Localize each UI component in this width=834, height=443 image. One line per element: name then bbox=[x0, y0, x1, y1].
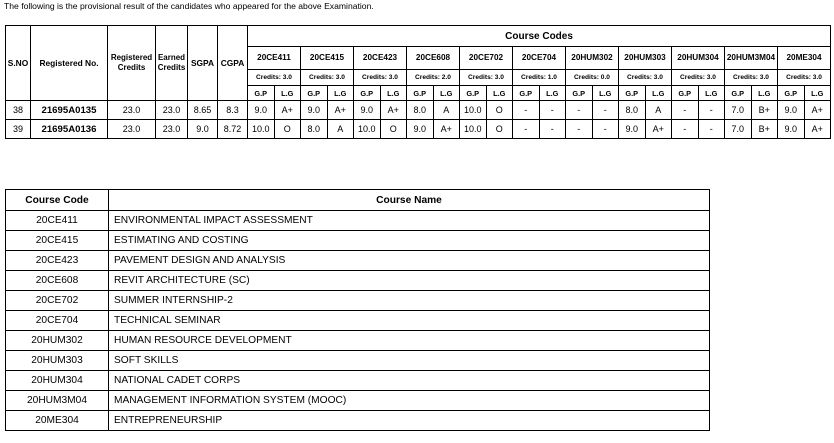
course-code-cell: 20HUM302 bbox=[6, 331, 109, 351]
course-code-header: 20CE411 bbox=[248, 47, 301, 70]
course-code-header: 20CE415 bbox=[301, 47, 354, 70]
letter-grade-header: L.G bbox=[592, 86, 619, 101]
course-row bbox=[6, 351, 710, 371]
grade-point-cell: - bbox=[672, 120, 699, 139]
grade-point-header: G.P bbox=[460, 86, 487, 101]
course-row bbox=[6, 291, 710, 311]
course-row bbox=[6, 411, 710, 431]
letter-grade-cell: O bbox=[274, 120, 301, 139]
course-name-cell: NATIONAL CADET CORPS bbox=[109, 371, 710, 391]
grade-point-cell: 9.0 bbox=[407, 120, 434, 139]
course-credits-label: Credits: 1.0 bbox=[513, 70, 566, 86]
letter-grade-cell: A bbox=[645, 101, 672, 120]
course-code-header: 20HUM304 bbox=[672, 47, 725, 70]
grade-point-header: G.P bbox=[354, 86, 381, 101]
sno-cell: 38 bbox=[6, 101, 31, 120]
grade-point-cell: 9.0 bbox=[778, 101, 805, 120]
letter-grade-cell: B+ bbox=[751, 101, 778, 120]
course-code-cell: 20CE702 bbox=[6, 291, 109, 311]
letter-grade-cell: A+ bbox=[804, 101, 831, 120]
grade-point-header: G.P bbox=[778, 86, 805, 101]
course-row bbox=[6, 311, 710, 331]
course-credits-label: Credits: 3.0 bbox=[778, 70, 831, 86]
intro-text: The following is the provisional result of the candidates who appeared for the above Examination. bbox=[4, 1, 374, 11]
course-credits-label: Credits: 3.0 bbox=[248, 70, 301, 86]
letter-grade-header: L.G bbox=[433, 86, 460, 101]
grade-point-cell: 8.0 bbox=[407, 101, 434, 120]
course-name-cell: ENTREPRENEURSHIP bbox=[109, 411, 710, 431]
grade-point-header: G.P bbox=[301, 86, 328, 101]
letter-grade-header: L.G bbox=[380, 86, 407, 101]
letter-grade-header: L.G bbox=[804, 86, 831, 101]
grade-point-cell: 9.0 bbox=[354, 101, 381, 120]
course-code-cell: 20CE423 bbox=[6, 251, 109, 271]
course-code-cell: 20HUM304 bbox=[6, 371, 109, 391]
result-row bbox=[6, 120, 831, 139]
sgpa-cell: 9.0 bbox=[188, 120, 218, 139]
course-code-cell: 20HUM3M04 bbox=[6, 391, 109, 411]
grade-point-cell: 9.0 bbox=[301, 101, 328, 120]
letter-grade-cell: - bbox=[592, 120, 619, 139]
result-table bbox=[5, 25, 831, 139]
grade-point-header: G.P bbox=[407, 86, 434, 101]
grade-point-cell: - bbox=[513, 101, 540, 120]
grade-point-header: G.P bbox=[725, 86, 752, 101]
course-code-cell: 20CE411 bbox=[6, 211, 109, 231]
course-credits-label: Credits: 3.0 bbox=[354, 70, 407, 86]
sno-cell: 39 bbox=[6, 120, 31, 139]
letter-grade-header: L.G bbox=[327, 86, 354, 101]
course-name-cell: MANAGEMENT INFORMATION SYSTEM (MOOC) bbox=[109, 391, 710, 411]
course-name-cell: ENVIRONMENTAL IMPACT ASSESSMENT bbox=[109, 211, 710, 231]
registered-no-header: Registered No. bbox=[31, 26, 108, 101]
course-row bbox=[6, 231, 710, 251]
cgpa-header: CGPA bbox=[218, 26, 248, 101]
grade-point-cell: 7.0 bbox=[725, 120, 752, 139]
course-table bbox=[5, 189, 710, 431]
course-credits-label: Credits: 2.0 bbox=[407, 70, 460, 86]
course-credits-label: Credits: 3.0 bbox=[619, 70, 672, 86]
course-credits-label: Credits: 0.0 bbox=[566, 70, 619, 86]
course-code-header: 20CE704 bbox=[513, 47, 566, 70]
letter-grade-cell: A+ bbox=[327, 101, 354, 120]
letter-grade-cell: B+ bbox=[751, 120, 778, 139]
earned-credits-cell: 23.0 bbox=[156, 101, 188, 120]
course-name-cell: ESTIMATING AND COSTING bbox=[109, 231, 710, 251]
letter-grade-cell: A+ bbox=[274, 101, 301, 120]
course-credits-label: Credits: 3.0 bbox=[301, 70, 354, 86]
course-row bbox=[6, 211, 710, 231]
course-code-cell: 20HUM303 bbox=[6, 351, 109, 371]
letter-grade-header: L.G bbox=[698, 86, 725, 101]
letter-grade-cell: A bbox=[327, 120, 354, 139]
course-code-header: 20CE702 bbox=[460, 47, 513, 70]
course-row bbox=[6, 391, 710, 411]
letter-grade-header: L.G bbox=[486, 86, 513, 101]
letter-grade-cell: A+ bbox=[433, 120, 460, 139]
course-code-header: 20CE608 bbox=[407, 47, 460, 70]
course-name-cell: PAVEMENT DESIGN AND ANALYSIS bbox=[109, 251, 710, 271]
course-credits-label: Credits: 3.0 bbox=[460, 70, 513, 86]
grade-point-header: G.P bbox=[566, 86, 593, 101]
registered-credits-header: Registered Credits bbox=[108, 26, 156, 101]
grade-point-cell: 10.0 bbox=[460, 101, 487, 120]
grade-point-header: G.P bbox=[619, 86, 646, 101]
course-name-cell: SOFT SKILLS bbox=[109, 351, 710, 371]
course-code-header: 20HUM3M04 bbox=[725, 47, 778, 70]
letter-grade-header: L.G bbox=[539, 86, 566, 101]
grade-point-cell: - bbox=[672, 101, 699, 120]
sno-header: S.NO bbox=[6, 26, 31, 101]
course-name-cell: REVIT ARCHITECTURE (SC) bbox=[109, 271, 710, 291]
cgpa-cell: 8.3 bbox=[218, 101, 248, 120]
grade-point-header: G.P bbox=[248, 86, 275, 101]
grade-point-cell: 9.0 bbox=[248, 101, 275, 120]
grade-point-cell: 9.0 bbox=[619, 120, 646, 139]
sgpa-cell: 8.65 bbox=[188, 101, 218, 120]
registered-credits-cell: 23.0 bbox=[108, 101, 156, 120]
grade-point-cell: - bbox=[566, 120, 593, 139]
cgpa-cell: 8.72 bbox=[218, 120, 248, 139]
registered-no-cell: 21695A0136 bbox=[31, 120, 108, 139]
grade-point-cell: 8.0 bbox=[619, 101, 646, 120]
grade-point-cell: 10.0 bbox=[460, 120, 487, 139]
letter-grade-cell: O bbox=[486, 120, 513, 139]
letter-grade-cell: A+ bbox=[380, 101, 407, 120]
course-code-header: 20HUM303 bbox=[619, 47, 672, 70]
course-code-header: 20CE423 bbox=[354, 47, 407, 70]
earned-credits-header: Earned Credits bbox=[156, 26, 188, 101]
course-code-cell: 20CE608 bbox=[6, 271, 109, 291]
course-row bbox=[6, 271, 710, 291]
course-code-cell: 20ME304 bbox=[6, 411, 109, 431]
course-name-cell: HUMAN RESOURCE DEVELOPMENT bbox=[109, 331, 710, 351]
course-name-cell: SUMMER INTERNSHIP-2 bbox=[109, 291, 710, 311]
course-credits-label: Credits: 3.0 bbox=[725, 70, 778, 86]
grade-point-cell: 8.0 bbox=[301, 120, 328, 139]
letter-grade-header: L.G bbox=[274, 86, 301, 101]
course-name-cell: TECHNICAL SEMINAR bbox=[109, 311, 710, 331]
course-name-header: Course Name bbox=[109, 190, 710, 211]
letter-grade-cell: - bbox=[592, 101, 619, 120]
grade-point-cell: - bbox=[566, 101, 593, 120]
letter-grade-cell: - bbox=[539, 101, 566, 120]
grade-point-cell: 7.0 bbox=[725, 101, 752, 120]
sgpa-header: SGPA bbox=[188, 26, 218, 101]
grade-point-cell: 10.0 bbox=[248, 120, 275, 139]
grade-point-cell: 10.0 bbox=[354, 120, 381, 139]
grade-point-cell: - bbox=[513, 120, 540, 139]
course-row bbox=[6, 371, 710, 391]
letter-grade-cell: O bbox=[486, 101, 513, 120]
letter-grade-cell: A+ bbox=[645, 120, 672, 139]
course-row bbox=[6, 331, 710, 351]
grade-point-header: G.P bbox=[513, 86, 540, 101]
result-row bbox=[6, 101, 831, 120]
course-code-header: 20HUM302 bbox=[566, 47, 619, 70]
course-row bbox=[6, 251, 710, 271]
letter-grade-header: L.G bbox=[751, 86, 778, 101]
registered-credits-cell: 23.0 bbox=[108, 120, 156, 139]
letter-grade-header: L.G bbox=[645, 86, 672, 101]
letter-grade-cell: O bbox=[380, 120, 407, 139]
letter-grade-cell: A+ bbox=[804, 120, 831, 139]
course-credits-label: Credits: 3.0 bbox=[672, 70, 725, 86]
course-code-header: 20ME304 bbox=[778, 47, 831, 70]
letter-grade-cell: - bbox=[698, 120, 725, 139]
course-code-cell: 20CE704 bbox=[6, 311, 109, 331]
grade-point-cell: 9.0 bbox=[778, 120, 805, 139]
letter-grade-cell: - bbox=[698, 101, 725, 120]
grade-point-header: G.P bbox=[672, 86, 699, 101]
letter-grade-cell: A bbox=[433, 101, 460, 120]
course-codes-header: Course Codes bbox=[248, 26, 831, 47]
course-code-cell: 20CE415 bbox=[6, 231, 109, 251]
letter-grade-cell: - bbox=[539, 120, 566, 139]
earned-credits-cell: 23.0 bbox=[156, 120, 188, 139]
registered-no-cell: 21695A0135 bbox=[31, 101, 108, 120]
course-code-header: Course Code bbox=[6, 190, 109, 211]
